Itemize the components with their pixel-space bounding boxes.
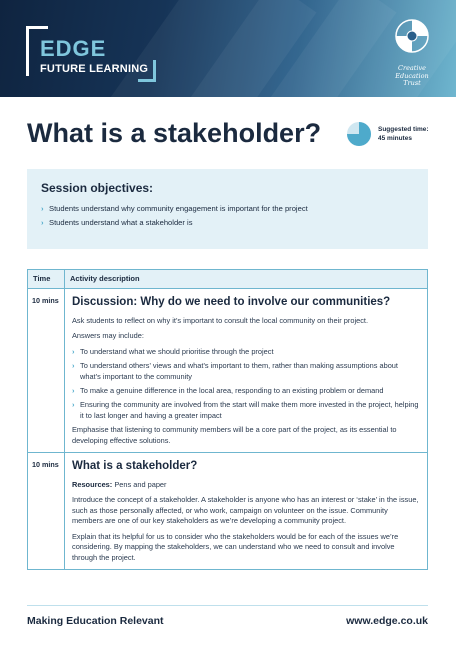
row-description (65, 289, 428, 453)
row-description (65, 453, 428, 570)
objective-item: › Students understand why community engagement is important for the project (41, 204, 308, 213)
list-item: › To make a genuine difference in the local area, responding to an existing problem or demand (72, 386, 384, 396)
list-item: › To understand what we should prioritise through the project (72, 346, 274, 356)
trust-emblem-icon (394, 16, 430, 56)
chevron-right-icon: › (72, 400, 75, 410)
activity-paragraph: Answers may include: (72, 331, 144, 341)
session-objectives (27, 169, 428, 249)
list-item: › Ensuring the community are involved from the start will make them more invested in the project, helping it to last longer and having a greater impact (72, 400, 419, 420)
trust-name: Creative Education Trust (395, 64, 429, 87)
chevron-right-icon: › (72, 386, 75, 396)
objectives-heading: Session objectives: (41, 181, 154, 195)
header-activity: Activity description (65, 270, 428, 289)
logo-future-learning-text: FUTURE LEARNING (40, 63, 149, 75)
footer-website[interactable]: www.edge.co.uk (346, 615, 428, 627)
logo-edge-text: EDGE (40, 36, 107, 61)
clock-pie-icon (346, 121, 372, 147)
creative-education-trust-logo (382, 16, 442, 88)
row-time: 10 mins (28, 289, 65, 453)
activity-paragraph: Ask students to reflect on why it’s important to consult the local community on their project. (72, 316, 369, 325)
chevron-right-icon: › (72, 361, 75, 371)
activity-paragraph: Emphasise that listening to community members will be a core part of the project, as its essential to developing effective solutions. (72, 425, 397, 445)
objective-item: › Students understand what a stakeholder is (41, 218, 193, 227)
header-banner (0, 0, 456, 97)
footer-divider (27, 605, 428, 606)
chevron-right-icon: › (72, 346, 75, 356)
page-title: What is a stakeholder? (27, 118, 322, 148)
chevron-right-icon: › (41, 218, 44, 227)
suggested-time-text: Suggested time: 45 minutes (378, 126, 429, 142)
list-item: › To understand others’ views and what’s important to them, rather than making assumptions about what’s important to the community (72, 361, 398, 381)
activity-heading: What is a stakeholder? (72, 460, 198, 473)
resources-line: Resources: Pens and paper (72, 480, 167, 490)
row-time: 10 mins (28, 453, 65, 570)
table-row (28, 453, 428, 570)
chevron-right-icon: › (41, 204, 44, 213)
activity-paragraph: Explain that its helpful for us to consider who the stakeholders would be for each of the issues we’re considering. By mapping the stakeholders, we can understand who we need to consult and involve through the project. (72, 531, 399, 562)
table-header-row (28, 270, 428, 289)
activity-heading: Discussion: Why do we need to involve our communities? (72, 296, 391, 308)
header-time: Time (28, 270, 65, 289)
activity-paragraph: Introduce the concept of a stakeholder. A stakeholder is anyone who has an interest or ‘stake’ in the issue, such as those personally affected, or who work, campaign on volunteer on the issue. Community members are one of our key stakeholders as we’re developing a community project. (72, 495, 419, 526)
edge-logo (26, 26, 156, 82)
table-row (28, 289, 428, 453)
footer-tagline: Making Education Relevant (27, 615, 164, 627)
activity-table (27, 269, 428, 570)
